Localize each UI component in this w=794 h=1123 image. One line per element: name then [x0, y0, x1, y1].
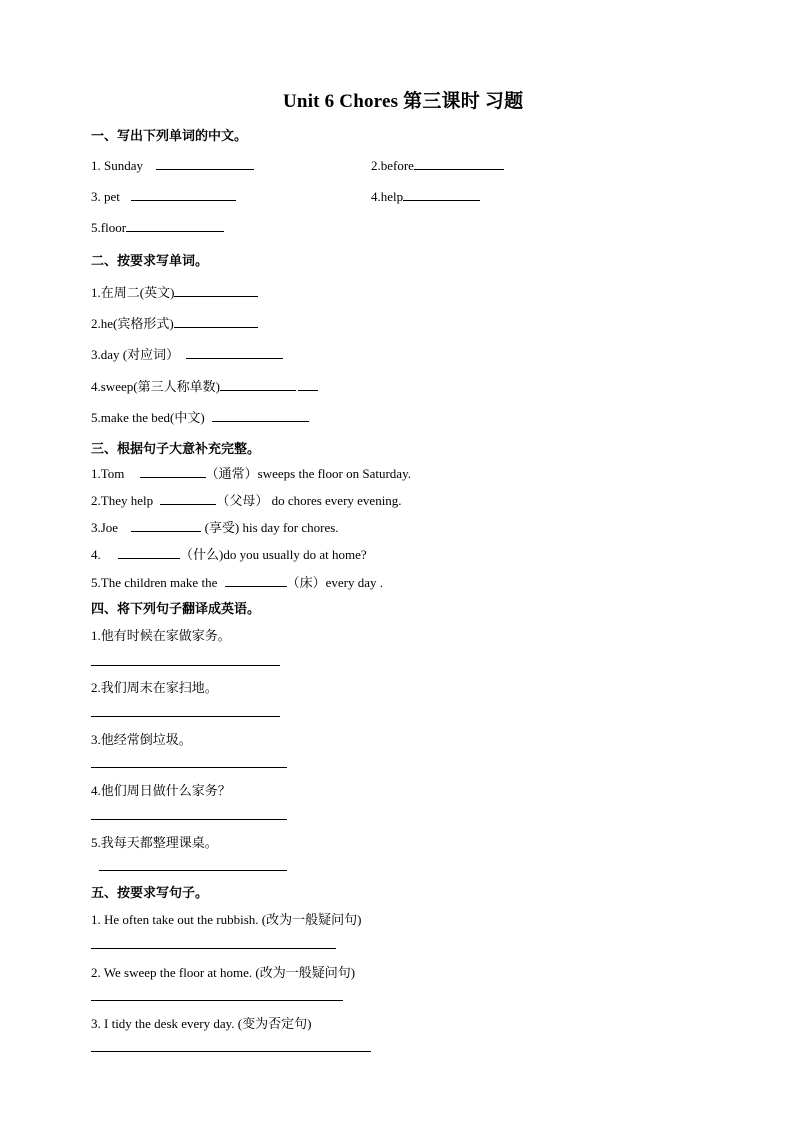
- fill-item-4-pre: 4.: [91, 547, 101, 562]
- fill-item-5: [91, 572, 383, 591]
- task-item-5-label: 5.make the bed(中文): [91, 410, 205, 425]
- answer-blank[interactable]: [160, 492, 216, 505]
- page-title: Unit 6 Chores 第三课时 习题: [283, 91, 524, 112]
- answer-blank[interactable]: [403, 188, 480, 201]
- answer-line[interactable]: [91, 1051, 371, 1052]
- fill-item-2-hint: （父母）: [216, 493, 269, 508]
- translate-item-4: 4.他们周日做什么家务？: [91, 783, 231, 798]
- section-4-heading: 四、将下列句子翻译成英语。: [91, 601, 261, 616]
- fill-item-1-pre: 1.Tom: [91, 466, 125, 481]
- answer-blank[interactable]: [298, 378, 318, 391]
- answer-blank[interactable]: [131, 519, 201, 532]
- task-item-1: [91, 282, 258, 301]
- answer-line[interactable]: [91, 716, 280, 717]
- translate-item-1: 1.他有时候在家做家务。: [91, 628, 231, 643]
- answer-blank[interactable]: [174, 315, 258, 328]
- fill-item-4-hint: （什么): [180, 547, 224, 562]
- fill-item-4-post: do you usually do at home?: [223, 547, 367, 562]
- rewrite-item-3: 3. I tidy the desk every day. (变为否定句): [91, 1016, 312, 1031]
- answer-line[interactable]: [91, 948, 336, 949]
- translate-item-2: 2.我们周末在家扫地。: [91, 680, 218, 695]
- fill-item-4: [91, 544, 367, 563]
- translate-item-3: 3.他经常倒垃圾。: [91, 732, 192, 747]
- fill-item-2-pre: 2.They help: [91, 493, 154, 508]
- fill-item-5-post: every day .: [325, 575, 383, 590]
- answer-blank[interactable]: [140, 465, 206, 478]
- answer-blank[interactable]: [118, 546, 180, 559]
- fill-item-3: [91, 517, 339, 536]
- answer-blank[interactable]: [225, 574, 287, 587]
- fill-item-1-hint: （通常）: [205, 466, 258, 481]
- fill-item-3-pre: 3.Joe: [91, 520, 119, 535]
- word-item-4: [371, 188, 480, 205]
- rewrite-item-2: 2. We sweep the floor at home. (改为一般疑问句): [91, 965, 356, 980]
- word-item-5: [91, 219, 224, 236]
- fill-item-2: [91, 490, 402, 509]
- rewrite-item-1: 1. He often take out the rubbish. (改为一般疑问句): [91, 912, 362, 927]
- task-item-4-label: 4.sweep(第三人称单数): [91, 379, 220, 394]
- task-item-4: [91, 376, 318, 395]
- fill-item-2-post: do chores every evening.: [271, 493, 402, 508]
- task-item-3: [91, 344, 283, 363]
- task-item-1-label: 1.在周二(英文): [91, 285, 175, 300]
- answer-blank[interactable]: [131, 188, 236, 201]
- answer-blank[interactable]: [220, 378, 296, 391]
- section-2-heading: 二、按要求写单词。: [91, 253, 209, 268]
- task-item-2-label: 2.he(宾格形式): [91, 316, 174, 331]
- answer-blank[interactable]: [126, 219, 224, 232]
- word-item-2: [371, 157, 504, 174]
- answer-line[interactable]: [91, 767, 287, 768]
- fill-item-3-post: his day for chores.: [242, 520, 339, 535]
- word-item-1-label: 1. Sunday: [91, 158, 143, 173]
- translate-item-5: 5.我每天都整理课桌。: [91, 835, 218, 850]
- task-item-5: [91, 407, 309, 426]
- task-item-2: [91, 313, 258, 332]
- answer-blank[interactable]: [156, 157, 254, 170]
- fill-item-3-hint: (享受): [201, 520, 240, 535]
- section-1-heading: 一、写出下列单词的中文。: [91, 128, 248, 143]
- task-item-3-label: 3.day (对应词）: [91, 347, 180, 362]
- answer-line[interactable]: [91, 1000, 343, 1001]
- word-item-1: [91, 157, 254, 174]
- word-item-3-label: 3. pet: [91, 189, 120, 204]
- word-item-3: [91, 188, 236, 205]
- word-item-5-label: 5.floor: [91, 220, 127, 235]
- fill-item-1: [91, 463, 411, 482]
- answer-blank[interactable]: [186, 346, 283, 359]
- answer-line[interactable]: [91, 819, 287, 820]
- section-3-heading: 三、根据句子大意补充完整。: [91, 441, 261, 456]
- answer-line[interactable]: [91, 665, 280, 666]
- answer-blank[interactable]: [212, 409, 309, 422]
- section-5-heading: 五、按要求写句子。: [91, 885, 209, 900]
- answer-line[interactable]: [99, 870, 287, 871]
- fill-item-1-post: sweeps the floor on Saturday.: [257, 466, 411, 481]
- answer-blank[interactable]: [174, 284, 258, 297]
- fill-item-5-pre: 5.The children make the: [91, 575, 218, 590]
- fill-item-5-hint: （床）: [286, 575, 326, 590]
- word-item-2-label: 2.before: [371, 158, 414, 173]
- answer-blank[interactable]: [414, 157, 504, 170]
- word-item-4-label: 4.help: [371, 189, 404, 204]
